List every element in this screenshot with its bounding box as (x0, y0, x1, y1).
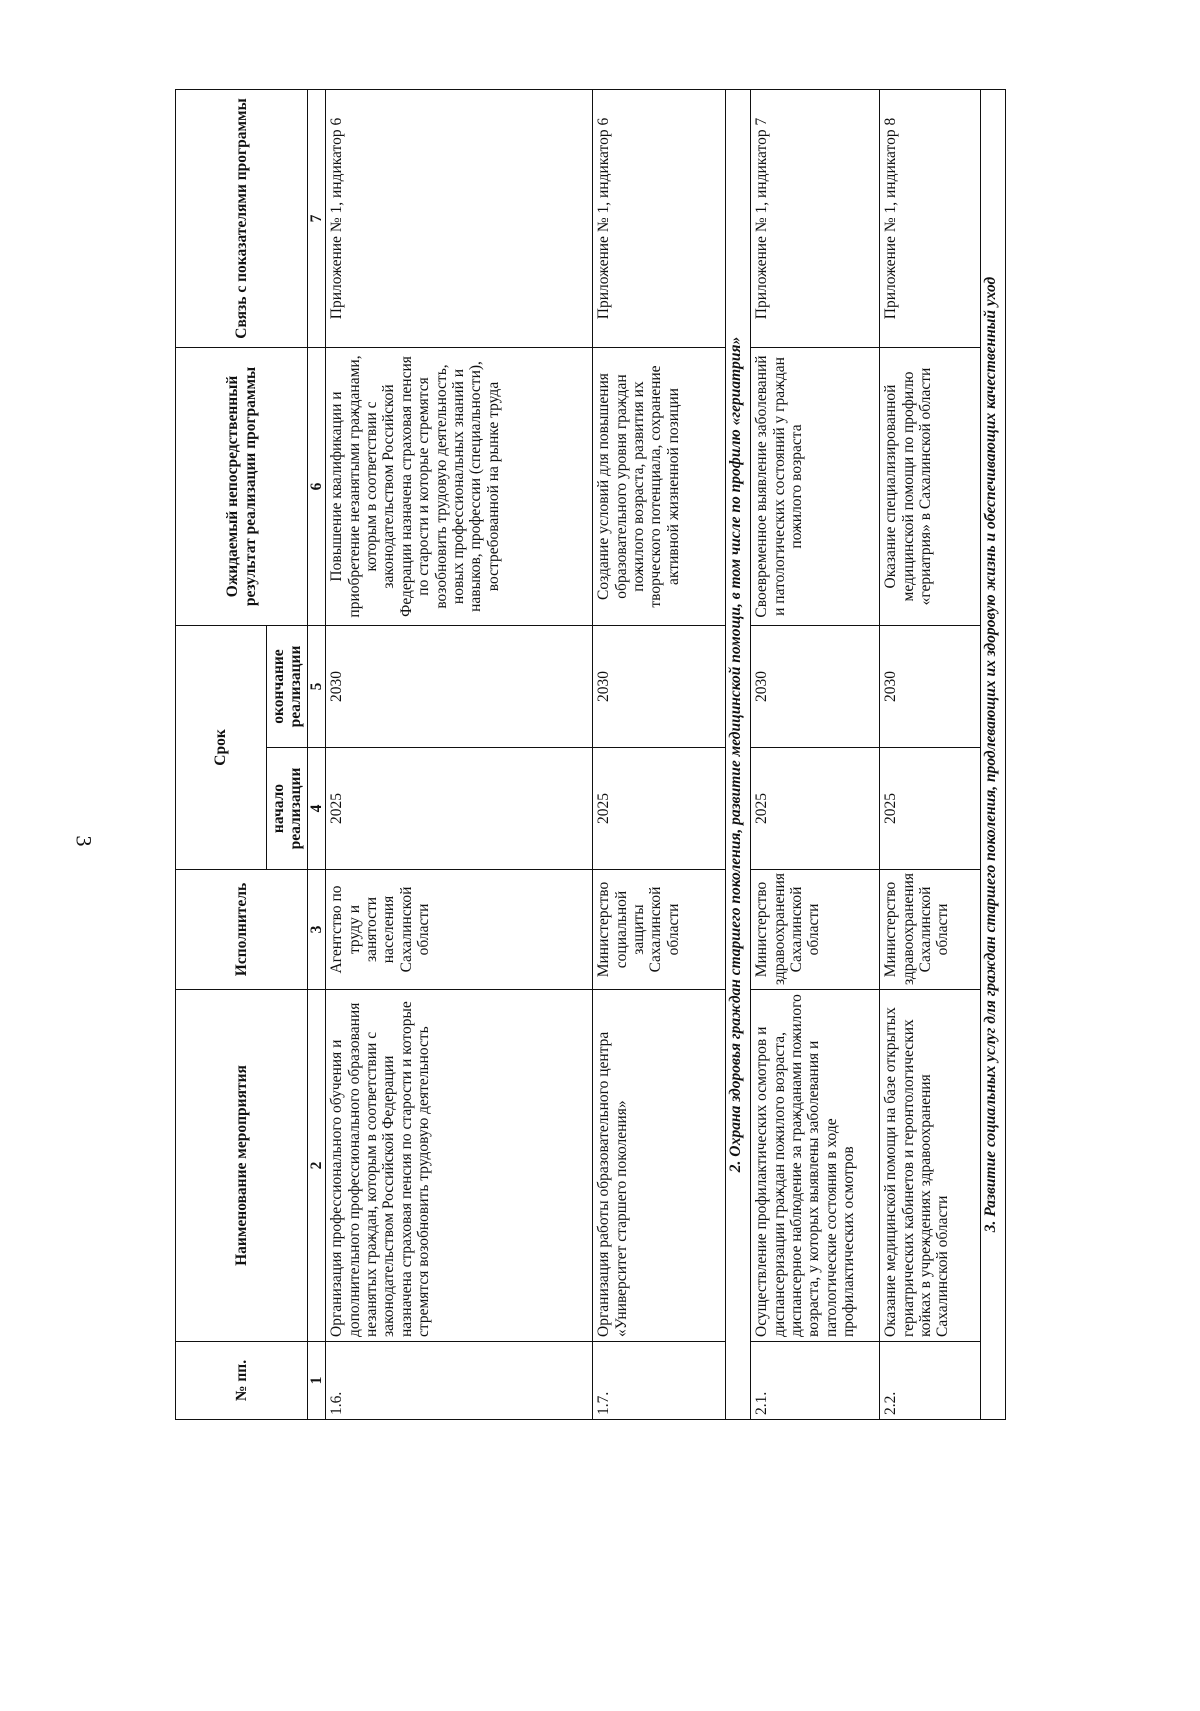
section-row (981, 90, 1006, 1420)
term-start: 2025 (593, 748, 726, 870)
row-number: 1.7. (593, 1342, 726, 1420)
row-number: 2.1. (751, 1342, 880, 1420)
table-row (751, 90, 880, 1420)
term-end: 2030 (326, 626, 593, 748)
indicator-link: Приложение № 1, индикатор 8 (880, 90, 981, 348)
col-number: 6 (308, 348, 326, 626)
header-term-end: окончание реализации (267, 626, 308, 748)
col-number: 7 (308, 90, 326, 348)
activity-executor: Министерство здравоохранения Сахалинской области (880, 870, 981, 990)
expected-result: Повышение квалификации и приобретение незанятыми гражданами, которым в соответствии с законодательством Российской Федерации назначена страховая пенсия по старости и которые стремятся возобновить трудовую деятельность, новых профессиональных знаний и навыков, профессии (специальности), востребованной на рынке труда (326, 348, 593, 626)
header-term-start: начало реализации (267, 748, 308, 870)
term-end: 2030 (593, 626, 726, 748)
header-executor: Исполнитель (176, 870, 308, 990)
expected-result: Оказание специализированной медицинской помощи по профилю «гериатрия» в Сахалинской области (880, 348, 981, 626)
col-number: 3 (308, 870, 326, 990)
term-start: 2025 (880, 748, 981, 870)
col-number: 4 (308, 748, 326, 870)
table-row (326, 90, 593, 1420)
column-numbers-row (308, 90, 326, 1420)
term-end: 2030 (880, 626, 981, 748)
table-row (593, 90, 726, 1420)
indicator-link: Приложение № 1, индикатор 7 (751, 90, 880, 348)
row-number: 2.2. (880, 1342, 981, 1420)
activity-name: Оказание медицинской помощи на базе открытых гериатрических кабинетов и геронтологических койках в учреждениях здравоохранения Сахалинской области (880, 990, 981, 1342)
header-num: № пп. (176, 1342, 308, 1420)
header-row (176, 90, 267, 1420)
section-3-title: 3. Развитие социальных услуг для граждан старшего поколения, продлевающих их здоровую жизнь и обеспечивающих качественный уход (981, 90, 1006, 1420)
col-number: 2 (308, 990, 326, 1342)
header-term: Срок (176, 626, 267, 870)
term-end: 2030 (751, 626, 880, 748)
indicator-link: Приложение № 1, индикатор 6 (593, 90, 726, 348)
program-activities-table (175, 89, 1006, 1420)
indicator-link: Приложение № 1, индикатор 6 (326, 90, 593, 348)
table-row (880, 90, 981, 1420)
activity-name: Организация профессионального обучения и дополнительного профессионального образования незанятых граждан, которым в соответствии с законодательством Российской Федерации назначена страховая пенсия по старости и которые стремятся возобновить трудовую деятельность (326, 990, 593, 1342)
expected-result: Своевременное выявление заболеваний и патологических состояний у граждан пожилого возраста (751, 348, 880, 626)
section-row (726, 90, 751, 1420)
activity-executor: Министерство здравоохранения Сахалинской области (751, 870, 880, 990)
term-start: 2025 (751, 748, 880, 870)
rotated-table-container (175, 90, 1057, 1420)
activity-executor: Министерство социальной защиты Сахалинской области (593, 870, 726, 990)
activity-name: Организация работы образовательного центра «Университет старшего поколения» (593, 990, 726, 1342)
header-name: Наименование мероприятия (176, 990, 308, 1342)
col-number: 5 (308, 626, 326, 748)
expected-result: Создание условий для повышения образовательного уровня граждан пожилого возраста, развития их творческого потенциала, сохранение активной жизненной позиции (593, 348, 726, 626)
activity-executor: Агентство по труду и занятости населения Сахалинской области (326, 870, 593, 990)
row-number: 1.6. (326, 1342, 593, 1420)
col-number: 1 (308, 1342, 326, 1420)
activity-name: Осуществление профилактических осмотров и диспансеризации граждан пожилого возраста, диспансерное наблюдение за гражданами пожилого возраста, у которых выявлены заболевания и патологические состояния в ходе профилактических осмотров (751, 990, 880, 1342)
header-link: Связь с показателями программы (176, 90, 308, 348)
page-number: 3 (71, 835, 97, 847)
header-result: Ожидаемый непосредственный результат реализации программы (176, 348, 308, 626)
section-2-title: 2. Охрана здоровья граждан старшего поколения, развитие медицинской помощи, в том числе по профилю «гериатрия» (726, 90, 751, 1420)
term-start: 2025 (326, 748, 593, 870)
